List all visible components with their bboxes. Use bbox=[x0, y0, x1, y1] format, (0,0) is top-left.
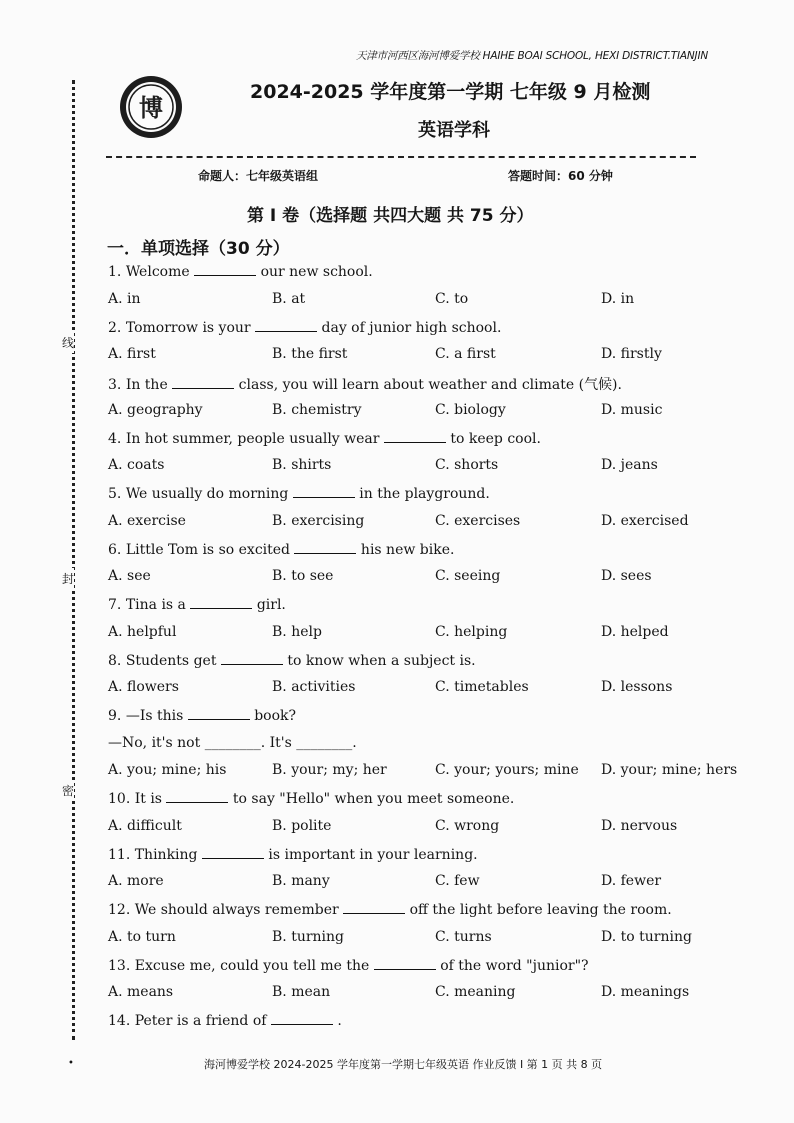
option-d[interactable]: D. nervous bbox=[601, 817, 678, 834]
question-stem bbox=[108, 707, 296, 724]
option-c[interactable]: C. to bbox=[435, 290, 469, 307]
answer-blank[interactable] bbox=[294, 541, 356, 554]
option-b[interactable]: B. turning bbox=[272, 928, 344, 945]
question-text-after: to keep cool. bbox=[450, 430, 541, 447]
option-c[interactable]: C. shorts bbox=[435, 457, 499, 473]
question-text-after: to know when a subject is. bbox=[287, 652, 476, 669]
option-c[interactable]: C. few bbox=[435, 873, 480, 889]
option-b[interactable]: B. your; my; her bbox=[272, 762, 387, 778]
question-stem bbox=[108, 790, 514, 807]
question-text-before: In hot summer, people usually wear bbox=[125, 430, 380, 447]
option-a[interactable]: A. means bbox=[108, 984, 174, 1000]
question-text-before: In the bbox=[125, 377, 168, 393]
option-a[interactable]: A. in bbox=[108, 290, 141, 307]
question-text-before: We should always remember bbox=[134, 902, 339, 918]
question-text-before: Students get bbox=[125, 652, 217, 669]
question-number: 13. bbox=[108, 957, 131, 974]
question-stem bbox=[108, 596, 286, 613]
option-a[interactable]: A. difficult bbox=[108, 817, 182, 834]
question-number: 1. bbox=[108, 264, 122, 280]
option-d[interactable]: D. fewer bbox=[601, 873, 662, 889]
question-stem bbox=[108, 901, 672, 918]
question-number: 11. bbox=[108, 846, 131, 863]
time-label: 答题时间：60 分钟 bbox=[508, 169, 613, 183]
question-text-before: We usually do morning bbox=[125, 486, 289, 502]
binding-line bbox=[72, 80, 75, 1040]
question-stem bbox=[108, 319, 501, 336]
question-number: 8. bbox=[108, 652, 122, 669]
answer-blank[interactable] bbox=[166, 790, 228, 803]
question-text-before: Welcome bbox=[125, 264, 190, 280]
answer-blank[interactable] bbox=[188, 707, 250, 720]
question-text-after: our new school. bbox=[260, 264, 373, 280]
option-a[interactable]: A. coats bbox=[108, 457, 165, 473]
answer-blank[interactable] bbox=[293, 485, 355, 498]
option-b[interactable]: B. mean bbox=[272, 984, 331, 1000]
school-logo bbox=[118, 74, 184, 140]
answer-blank[interactable] bbox=[384, 430, 446, 443]
question-stem bbox=[108, 652, 476, 669]
question-number: 6. bbox=[108, 541, 122, 558]
question-number: 9. bbox=[108, 708, 122, 724]
question-stem bbox=[108, 263, 373, 280]
option-a[interactable]: A. more bbox=[108, 873, 164, 889]
question-text-after: class, you will learn about weather and climate (气候). bbox=[238, 377, 622, 393]
question-text-before: Excuse me, could you tell me the bbox=[134, 957, 370, 974]
part-title: 第 I 卷（选择题 共四大题 共 75 分） bbox=[247, 206, 534, 226]
option-a[interactable]: A. see bbox=[108, 568, 151, 584]
question-stem bbox=[108, 1012, 342, 1029]
option-c[interactable]: C. turns bbox=[435, 928, 492, 945]
option-a[interactable]: A. exercise bbox=[108, 512, 186, 529]
question-number: 2. bbox=[108, 319, 122, 336]
binding-char-line: 线 bbox=[62, 332, 74, 353]
option-b[interactable]: B. exercising bbox=[272, 512, 365, 529]
answer-blank[interactable] bbox=[374, 957, 436, 970]
option-d[interactable]: D. jeans bbox=[601, 457, 658, 473]
question-number: 5. bbox=[108, 486, 122, 502]
option-d[interactable]: D. meanings bbox=[601, 984, 690, 1000]
question-text-after: in the playground. bbox=[359, 486, 490, 502]
question-stem bbox=[108, 541, 454, 558]
option-c[interactable]: C. seeing bbox=[435, 568, 501, 584]
option-b[interactable]: B. polite bbox=[272, 817, 332, 834]
option-b[interactable]: B. to see bbox=[272, 568, 334, 584]
question-text-before: —Is this bbox=[125, 708, 184, 724]
subject-title: 英语学科 bbox=[418, 120, 490, 141]
option-c[interactable]: C. meaning bbox=[435, 984, 516, 1000]
answer-blank[interactable] bbox=[194, 263, 256, 276]
question-stem bbox=[108, 485, 490, 502]
option-a[interactable]: A. first bbox=[108, 346, 156, 362]
question-number: 7. bbox=[108, 597, 122, 613]
question-number: 4. bbox=[108, 430, 122, 447]
school-line: 天津市河西区海河博爱学校 HAIHE BOAI SCHOOL, HEXI DISTRICT.TIANJIN bbox=[355, 50, 708, 62]
question-text-before: Tomorrow is your bbox=[125, 319, 251, 336]
question-text-after: to say "Hello" when you meet someone. bbox=[232, 791, 515, 807]
question-stem bbox=[108, 846, 478, 863]
binding-char-seal: 封 bbox=[62, 568, 74, 589]
question-number: 14. bbox=[108, 1013, 131, 1029]
question-text-before: It is bbox=[134, 791, 162, 807]
binding-char-secret: 密 bbox=[62, 780, 74, 801]
question-text-after: is important in your learning. bbox=[268, 846, 478, 863]
option-d[interactable]: D. to turning bbox=[601, 928, 692, 945]
option-c[interactable]: C. exercises bbox=[435, 512, 521, 529]
answer-blank[interactable] bbox=[172, 376, 234, 389]
option-d[interactable]: D. music bbox=[601, 401, 663, 418]
question-text-after: . bbox=[337, 1013, 342, 1029]
option-b[interactable]: B. shirts bbox=[272, 457, 332, 473]
option-c[interactable]: C. wrong bbox=[435, 817, 500, 834]
answer-blank[interactable] bbox=[255, 319, 317, 332]
question-text-after: day of junior high school. bbox=[321, 319, 502, 336]
question-number: 10. bbox=[108, 791, 131, 807]
option-b[interactable]: B. activities bbox=[272, 679, 356, 695]
question-stem bbox=[108, 374, 622, 394]
question-text-after: of the word "junior"? bbox=[440, 957, 589, 974]
question-stem bbox=[108, 957, 589, 974]
section-title: 一．单项选择（30 分） bbox=[107, 239, 290, 259]
question-text-after: his new bike. bbox=[360, 541, 455, 558]
question-number: 3. bbox=[108, 377, 122, 393]
option-b[interactable]: B. the first bbox=[272, 346, 348, 362]
answer-blank[interactable] bbox=[202, 846, 264, 859]
option-b[interactable]: B. chemistry bbox=[272, 401, 362, 418]
option-c[interactable]: C. your; yours; mine bbox=[435, 762, 579, 778]
exam-title: 2024-2025 学年度第一学期 七年级 9 月检测 bbox=[250, 81, 651, 103]
answer-blank[interactable] bbox=[190, 596, 252, 609]
author-label: 命题人：七年级英语组 bbox=[198, 169, 319, 183]
option-a[interactable]: A. geography bbox=[108, 401, 203, 418]
question-text-after: book? bbox=[254, 708, 297, 724]
option-a[interactable]: A. you; mine; his bbox=[108, 762, 227, 778]
answer-blank[interactable] bbox=[271, 1012, 333, 1025]
option-a[interactable]: A. helpful bbox=[108, 623, 177, 640]
option-b[interactable]: B. at bbox=[272, 290, 306, 307]
option-d[interactable]: D. helped bbox=[601, 623, 669, 640]
option-c[interactable]: C. a first bbox=[435, 346, 496, 362]
option-d[interactable]: D. in bbox=[601, 290, 635, 307]
page-footer: 海河博爱学校 2024-2025 学年度第一学期七年级英语 作业反馈 I 第 1 页 共 8 页 bbox=[204, 1058, 603, 1071]
header-divider bbox=[106, 156, 696, 158]
logo-glyph: 博 bbox=[139, 94, 163, 122]
answer-blank[interactable] bbox=[343, 901, 405, 914]
option-a[interactable]: A. flowers bbox=[108, 679, 179, 695]
option-d[interactable]: D. firstly bbox=[601, 346, 662, 362]
option-a[interactable]: A. to turn bbox=[108, 928, 176, 945]
option-c[interactable]: C. biology bbox=[435, 401, 506, 418]
option-b[interactable]: B. many bbox=[272, 873, 330, 889]
option-c[interactable]: C. timetables bbox=[435, 679, 529, 695]
question-text-after: girl. bbox=[256, 597, 286, 613]
option-d[interactable]: D. exercised bbox=[601, 512, 689, 529]
question-text-before: Peter is a friend of bbox=[134, 1013, 267, 1029]
option-d[interactable]: D. sees bbox=[601, 568, 652, 584]
question-stem bbox=[108, 430, 541, 447]
option-b[interactable]: B. help bbox=[272, 623, 322, 640]
option-c[interactable]: C. helping bbox=[435, 623, 508, 640]
question-number: 12. bbox=[108, 902, 131, 918]
question-dialog-line: —No, it's not ________. It's ________. bbox=[108, 734, 357, 751]
answer-blank[interactable] bbox=[221, 652, 283, 665]
option-d[interactable]: D. lessons bbox=[601, 679, 673, 695]
question-text-before: Little Tom is so excited bbox=[125, 541, 291, 558]
question-text-before: Thinking bbox=[134, 846, 198, 863]
footer-bullet: • bbox=[68, 1058, 74, 1069]
option-d[interactable]: D. your; mine; hers bbox=[601, 762, 738, 778]
question-text-after: off the light before leaving the room. bbox=[409, 902, 672, 918]
question-text-before: Tina is a bbox=[125, 597, 186, 613]
